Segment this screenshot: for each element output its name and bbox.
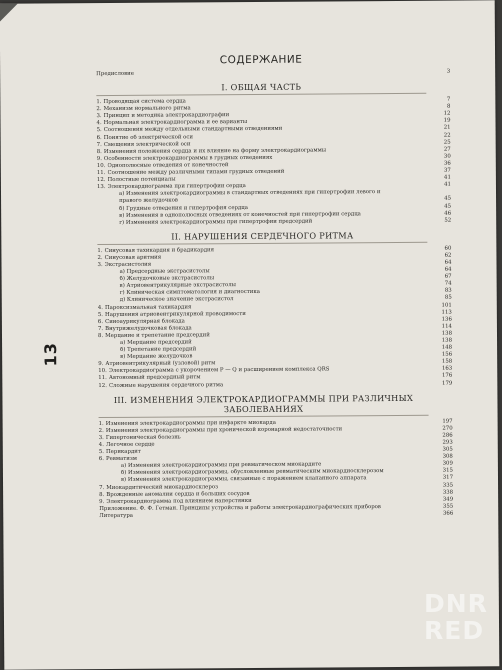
entry-text: Синусовая тахикардия и брадикардия	[104, 247, 215, 254]
entry-page: 36	[443, 160, 451, 167]
entry-text: Нормальная электрокардиограмма и ее варианты	[103, 119, 248, 127]
entry-text: Мерцание и трепетание предсердий	[105, 332, 210, 339]
entry-text: б) Трепетание предсердий	[120, 346, 197, 353]
entry-number: 13.	[96, 184, 106, 191]
entry-page: 338	[442, 489, 454, 496]
section-heading: III. ИЗМЕНЕНИЯ ЭЛЕКТРОКАРДИОГРАММЫ ПРИ РАЗЛИЧНЫХ ЗАБОЛЕВАНИЯХ	[98, 392, 428, 417]
entry-text: Изменения электрокардиограммы при хронической коронарной недостаточности	[105, 426, 343, 434]
entry-number: 10.	[98, 368, 107, 375]
entry-page: 46	[444, 210, 452, 217]
entry-page: 19	[443, 117, 451, 125]
entry-page: 21	[443, 125, 451, 132]
toc-preface	[96, 68, 451, 78]
entry-page: 60	[444, 245, 452, 252]
entry-text: в) Атриовентрикулярные экстрасистолы	[119, 282, 236, 290]
appendix-text: Приложение. Ф. Ф. Гетман. Принципы устройства и работы электрокардиографических приборов	[99, 503, 381, 512]
toc-title: СОДЕРЖАНИЕ	[219, 53, 303, 67]
entry-page: 25	[443, 139, 451, 146]
entry-number: 6.	[98, 456, 105, 463]
entry-number: 2.	[98, 427, 104, 434]
watermark-logo: DNR RED	[424, 589, 488, 645]
entry-text: Изменения положения сердца и их влияние на форму электрокардиограммы	[103, 147, 327, 155]
entry-page: 197	[442, 418, 453, 425]
preface-page: 3	[446, 68, 451, 75]
entry-page: 179	[442, 380, 453, 387]
entry-number: 4.	[97, 304, 103, 311]
entry-text: Проводящая система сердца	[103, 98, 186, 106]
entry-text: Нарушения атриовентрикулярной проводимости	[104, 310, 246, 318]
entry-page: 113	[441, 309, 452, 316]
entry-number: 1.	[96, 99, 102, 106]
entry-page: 136	[441, 316, 452, 323]
entry-number: 9.	[98, 361, 104, 368]
entry-text: Соотношения между отдельными стандартными отведениями	[103, 126, 283, 134]
entry-text: в) Изменения в однополюсных отведениях от конечностей при гипертрофии сердца	[119, 210, 361, 219]
entry-text: б) Грудные отведения и гипертрофия сердца	[119, 204, 248, 212]
entry-page: 8	[446, 103, 451, 110]
entry-number: 5.	[98, 449, 104, 456]
entry-text: г) Клиническая симптоматология и диагностика	[119, 289, 260, 297]
section-heading: II. НАРУШЕНИЯ СЕРДЕЧНОГО РИТМА	[97, 230, 427, 245]
entry-text: Синусовая аритмия	[104, 254, 162, 261]
entry-page: 85	[444, 295, 452, 302]
toc-entry	[98, 380, 453, 389]
entry-text: Перикардит	[105, 448, 141, 456]
entry-text: Врожденные аномалии сердца и больших сосудов	[106, 490, 250, 498]
entry-text: в) Изменения электрокардиограммы, связанные с поражением клапанного аппарата	[120, 475, 367, 484]
entry-text: Экстрасистолия	[104, 261, 152, 268]
entry-page: 158	[441, 358, 453, 365]
entry-page: 41	[444, 174, 451, 181]
entry-number: 5.	[97, 311, 104, 318]
entry-number: 7.	[97, 325, 104, 332]
preface-label: Предисловие	[96, 70, 134, 78]
entry-page: 315	[442, 467, 453, 474]
entry-page: 305	[442, 446, 453, 453]
entry-text: Пароксизмальная тахикардия	[104, 303, 192, 311]
entry-text: Легочное сердце	[105, 441, 155, 448]
entry-page: 138	[441, 337, 453, 344]
entry-text: г) Изменения электрокардиограммы при гипертрофии предсердий	[119, 218, 313, 226]
entry-text: Соотношение между различными типами грудных отведений	[107, 168, 285, 177]
entry-text: в) Мерцание желудочков	[120, 353, 193, 361]
entry-page: 270	[442, 425, 453, 432]
entry-text: д) Клиническое значение экстрасистол	[119, 296, 234, 304]
entry-text: Внутрижелудочковая блокада	[105, 325, 192, 332]
entry-page: 22	[443, 132, 451, 139]
entry-number: 8.	[96, 148, 102, 155]
page-corner	[0, 4, 18, 22]
entry-page: 83	[444, 287, 452, 294]
margin-page-number: 13	[41, 342, 61, 367]
entry-number: 7.	[99, 484, 105, 491]
entry-page: 148	[441, 344, 453, 351]
entry-number: 7.	[96, 141, 102, 148]
entry-text: Изменения электрокардиограммы при инфаркте миокарда	[105, 419, 276, 427]
entry-page: 7	[446, 96, 451, 103]
entry-text: Полостные потенциалы	[107, 176, 176, 184]
entry-page: 64	[444, 266, 452, 273]
toc-entry	[97, 217, 452, 226]
entry-text: Электрокардиограмма под влиянием наперстянки	[106, 497, 252, 505]
entry-number: 4.	[98, 441, 104, 448]
entry-text: Ревматизм	[105, 455, 138, 463]
entry-page: 286	[442, 432, 453, 439]
entry-number: 6.	[97, 318, 104, 325]
entry-text: Сложные нарушения сердечного ритма	[108, 381, 224, 389]
entry-page: 101	[441, 302, 452, 309]
entry-number: 9.	[96, 155, 102, 162]
entry-number: 10.	[96, 162, 106, 169]
entry-number: 3.	[96, 113, 102, 120]
entry-text: Механизм нормального ритма	[103, 105, 191, 113]
appendix-page: 355	[442, 503, 454, 510]
entry-number: 2.	[97, 254, 103, 261]
toc-literature	[99, 510, 454, 520]
entry-number: 6.	[96, 134, 102, 141]
entry-text: б) Изменения электрокардиограммы, обусловленные ревматическим миокардиосклерозом	[120, 468, 384, 477]
entry-text: а) Изменения электрокардиограммы при ревматическом миокардите	[120, 461, 322, 470]
entry-page: 12	[443, 110, 451, 117]
entry-page: 293	[442, 439, 453, 446]
entry-text: Гипертоническая болезнь	[105, 434, 181, 441]
entry-number: 8.	[97, 332, 104, 339]
entry-page: 41	[444, 181, 451, 188]
entry-page: 163	[441, 365, 453, 373]
table-of-contents	[96, 53, 454, 520]
entry-number: 3.	[97, 261, 103, 269]
entry-text: Понятие об электрической оси	[103, 133, 194, 141]
entry-page: 335	[442, 482, 454, 489]
entry-number: 1.	[97, 247, 103, 254]
entry-text: Миокардитический миокардиосклероз	[106, 483, 219, 491]
entry-page: 45	[444, 195, 452, 203]
entry-text: Особенности электрокардиограммы в грудных отведениях	[103, 154, 273, 162]
toc-sections	[96, 81, 454, 506]
entry-text: Электрокардиограмма с укорочением P — Q и расширением комплекса QRS	[108, 366, 330, 375]
entry-page: 45	[444, 203, 452, 210]
entry-number: 5.	[96, 127, 102, 134]
entry-text: а) Изменения электрокардиограммы в стандартных отведениях при гипертрофии левого и правого желудочков	[118, 189, 381, 205]
entry-page: 176	[441, 373, 453, 380]
entry-text: Электрокардиограмма при гипертрофии сердца	[107, 183, 246, 191]
entry-page: 30	[443, 153, 451, 160]
entry-number: 9.	[99, 498, 105, 505]
entry-number: 12.	[96, 177, 106, 184]
entry-text: Синоаурикулярная блокада	[105, 318, 185, 325]
entry-page: 114	[441, 323, 452, 330]
entry-page: 52	[444, 217, 452, 224]
entry-text: б) Желудочковые экстрасистолы	[119, 275, 215, 283]
entry-number: 4.	[96, 120, 102, 127]
entry-text: а) Предсердные экстрасистолы	[119, 268, 210, 275]
entry-text: а) Мерцание предсердий	[120, 339, 192, 346]
entry-number: 8.	[99, 491, 105, 498]
entry-text: Автономный предсердный ритм	[108, 374, 201, 382]
entry-page: 308	[442, 453, 453, 460]
entry-text: Атриовентрикулярный (узловой) ритм	[105, 360, 216, 368]
entry-text: Однополюсные отведения от конечностей	[107, 162, 229, 169]
entry-page: 156	[441, 351, 453, 358]
entry-page: 317	[442, 474, 454, 482]
entry-page: 37	[443, 167, 451, 174]
entry-number: 2.	[96, 106, 102, 113]
entry-number: 1.	[98, 420, 104, 427]
entry-number: 3.	[98, 434, 104, 441]
entry-text: Смещения электрической оси	[103, 141, 191, 148]
entry-page: 349	[442, 496, 454, 503]
entry-page: 27	[443, 146, 451, 153]
entry-number: 12.	[98, 382, 107, 389]
entry-page: 64	[444, 259, 452, 266]
entry-number: 11.	[96, 170, 106, 177]
entry-page: 62	[444, 252, 452, 259]
entry-page: 309	[442, 460, 453, 467]
entry-page: 74	[444, 280, 452, 287]
entry-number: 11.	[98, 375, 107, 382]
literature-page: 366	[442, 510, 454, 517]
entry-text: Принцип и методика электрокардиографии	[103, 112, 230, 120]
literature-text: Литература	[99, 512, 134, 519]
section-heading: I. ОБЩАЯ ЧАСТЬ	[96, 81, 426, 96]
entry-page: 138	[441, 330, 453, 337]
entry-page: 67	[444, 273, 452, 280]
